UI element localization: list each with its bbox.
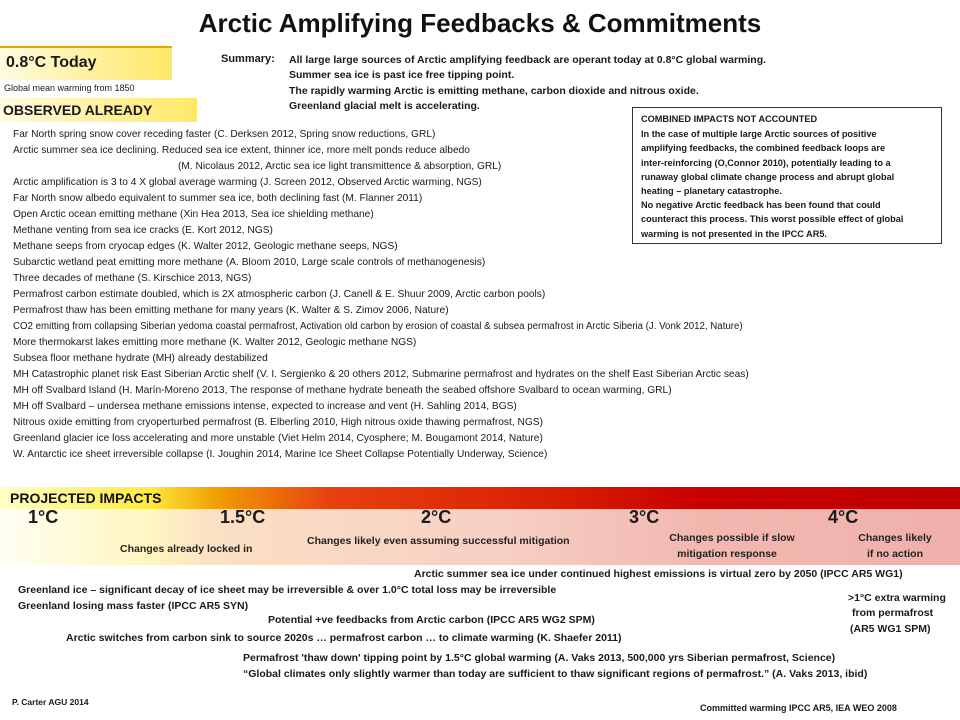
- temp-marker-4: 4°C: [828, 507, 859, 527]
- summary-line: The rapidly warming Arctic is emitting methane, carbon dioxide and nitrous oxide.: [289, 85, 699, 97]
- temp-marker-1-5: 1.5°C: [220, 507, 266, 527]
- today-subtitle: Global mean warming from 1850: [4, 83, 135, 93]
- note-4c-line: if no action: [867, 548, 923, 560]
- note-3c-line: mitigation response: [677, 548, 777, 560]
- combined-impacts-line: runaway global climate change process and abrupt global: [641, 171, 895, 182]
- permafrost-extra-line: (AR5 WG1 SPM): [850, 623, 931, 635]
- observed-item: Three decades of methane (S. Kirschice 2013, NGS): [13, 273, 252, 284]
- observed-item: (M. Nicolaus 2012, Arctic sea ice light transmittence & absorption, GRL): [178, 161, 502, 172]
- observed-item: Far North snow albedo equivalent to summer sea ice, both declining fast (M. Flanner 2011): [13, 193, 423, 204]
- observed-heading: OBSERVED ALREADY: [3, 102, 153, 118]
- note-4c-line: Changes likely: [858, 532, 932, 544]
- permafrost-extra-line: >1°C extra warming: [848, 592, 946, 604]
- combined-impacts-line: counteract this process. This worst possible effect of global: [641, 214, 904, 225]
- page-title: Arctic Amplifying Feedbacks & Commitments: [198, 8, 762, 38]
- projected-item: Greenland losing mass faster (IPCC AR5 SYN): [18, 600, 249, 612]
- projected-item: Arctic summer sea ice under continued highest emissions is virtual zero by 2050 (IPCC AR5 WG1): [414, 568, 903, 580]
- combined-impacts-line: heating – planetary catastrophe.: [641, 186, 782, 197]
- combined-impacts-box: [632, 107, 942, 244]
- temp-marker-2: 2°C: [421, 507, 452, 527]
- observed-item: Methane seeps from cryocap edges (K. Walter 2012, Geologic methane seeps, NGS): [13, 241, 398, 252]
- observed-item: Nitrous oxide emitting from cryoperturbed permafrost (B. Elberling 2010, High nitrous oxide thawing permafrost, NGS): [13, 417, 543, 428]
- combined-impacts-line: amplifying feedbacks, the combined feedback loops are: [641, 143, 886, 154]
- projected-item: Permafrost 'thaw down' tipping point by 1.5°C global warming (A. Vaks 2013, 500,000 yrs Siberian permafrost, Science): [243, 652, 836, 664]
- observed-item: More thermokarst lakes emitting more methane (K. Walter 2012, Geologic methane NGS): [13, 337, 417, 348]
- observed-item: CO2 emitting from collapsing Siberian yedoma coastal permafrost, Activation old carbon by erosion of coastal & subsea permafrost in Arctic Siberia (J. Vonk 2012, Nature): [13, 321, 743, 332]
- summary-line: Greenland glacial melt is accelerating.: [289, 100, 480, 112]
- note-1c: Changes already locked in: [120, 543, 253, 555]
- projected-item: “Global climates only slightly warmer than today are sufficient to thaw significant regions of permafrost.” (A. Vaks 2013, ibid): [243, 668, 868, 680]
- today-label: 0.8°C Today: [6, 54, 97, 71]
- projected-item: Greenland ice – significant decay of ice sheet may be irreversible & over 1.0°C total loss may be irreversible: [18, 584, 557, 596]
- combined-impacts-line: inter-reinforcing (O,Connor 2010), potentially leading to a: [641, 157, 891, 168]
- temp-marker-1: 1°C: [28, 507, 59, 527]
- projected-item: Potential +ve feedbacks from Arctic carbon (IPCC AR5 WG2 SPM): [268, 614, 595, 626]
- combined-impacts-title: COMBINED IMPACTS NOT ACCOUNTED: [641, 114, 818, 124]
- observed-item: Greenland glacier ice loss accelerating and more unstable (Viet Helm 2014, Cyosphere; M. Bougamont 2014, Nature): [13, 433, 543, 444]
- observed-item: Permafrost carbon estimate doubled, which is 2X atmospheric carbon (J. Canell & E. Shuur 2009, Arctic carbon pools): [13, 289, 546, 300]
- note-2c: Changes likely even assuming successful mitigation: [307, 535, 570, 547]
- projected-item: Arctic switches from carbon sink to source 2020s … permafrost carbon … to climate warming (K. Shaefer 2011): [66, 632, 622, 644]
- observed-item: Arctic amplification is 3 to 4 X global average warming (J. Screen 2012, Observed Arctic warming, NGS): [13, 177, 482, 188]
- observed-item: Methane venting from sea ice cracks (E. Kort 2012, NGS): [13, 225, 273, 236]
- summary-line: Summer sea ice is past ice free tipping point.: [289, 69, 515, 81]
- observed-item: MH off Svalbard Island (H. Marín-Moreno 2013, The response of methane hydrate beneath the seabed offshore Svalbard to ocean warming, GRL): [13, 385, 672, 396]
- observed-item: MH off Svalbard – undersea methane emissions intense, expected to increase and vent (H. Sahling 2014, BGS): [13, 401, 517, 412]
- temp-marker-3: 3°C: [629, 507, 660, 527]
- permafrost-extra-line: from permafrost: [852, 607, 934, 619]
- projected-heading: PROJECTED IMPACTS: [10, 490, 162, 506]
- observed-item: Open Arctic ocean emitting methane (Xin Hea 2013, Sea ice shielding methane): [13, 209, 374, 220]
- footer-source: Committed warming IPCC AR5, IEA WEO 2008: [700, 703, 897, 713]
- observed-item: Permafrost thaw has been emitting methane for many years (K. Walter & S. Zimov 2006, Nature): [13, 305, 449, 316]
- summary-line: All large large sources of Arctic amplifying feedback are operant today at 0.8°C global warming.: [289, 54, 767, 66]
- combined-impacts-line: In the case of multiple large Arctic sources of positive: [641, 129, 877, 140]
- observed-item: Far North spring snow cover receding faster (C. Derksen 2012, Spring snow reductions, GRL): [13, 129, 436, 140]
- combined-impacts-line: No negative Arctic feedback has been found that could: [641, 200, 881, 211]
- observed-item: Subsea floor methane hydrate (MH) already destabilized: [13, 353, 268, 364]
- observed-item: W. Antarctic ice sheet irreversible collapse (I. Joughin 2014, Marine Ice Sheet Collapse Potentially Underway, Science): [13, 449, 548, 460]
- summary-label: Summary:: [221, 53, 275, 65]
- note-3c-line: Changes possible if slow: [669, 532, 795, 544]
- observed-item: Arctic summer sea ice declining. Reduced sea ice extent, thinner ice, more melt ponds reduce albedo: [13, 145, 470, 156]
- combined-impacts-line: warming is not presented in the IPCC AR5.: [641, 228, 827, 239]
- observed-item: MH Catastrophic planet risk East Siberian Arctic shelf (V. I. Sergienko & 20 others 2012, Submarine permafrost and hydrates on the shelf East Siberian Arctic seas): [13, 369, 749, 380]
- footer-credit: P. Carter AGU 2014: [12, 697, 89, 707]
- observed-item: Subarctic wetland peat emitting more methane (A. Bloom 2010, Large scale controls of methanogenesis): [13, 257, 486, 268]
